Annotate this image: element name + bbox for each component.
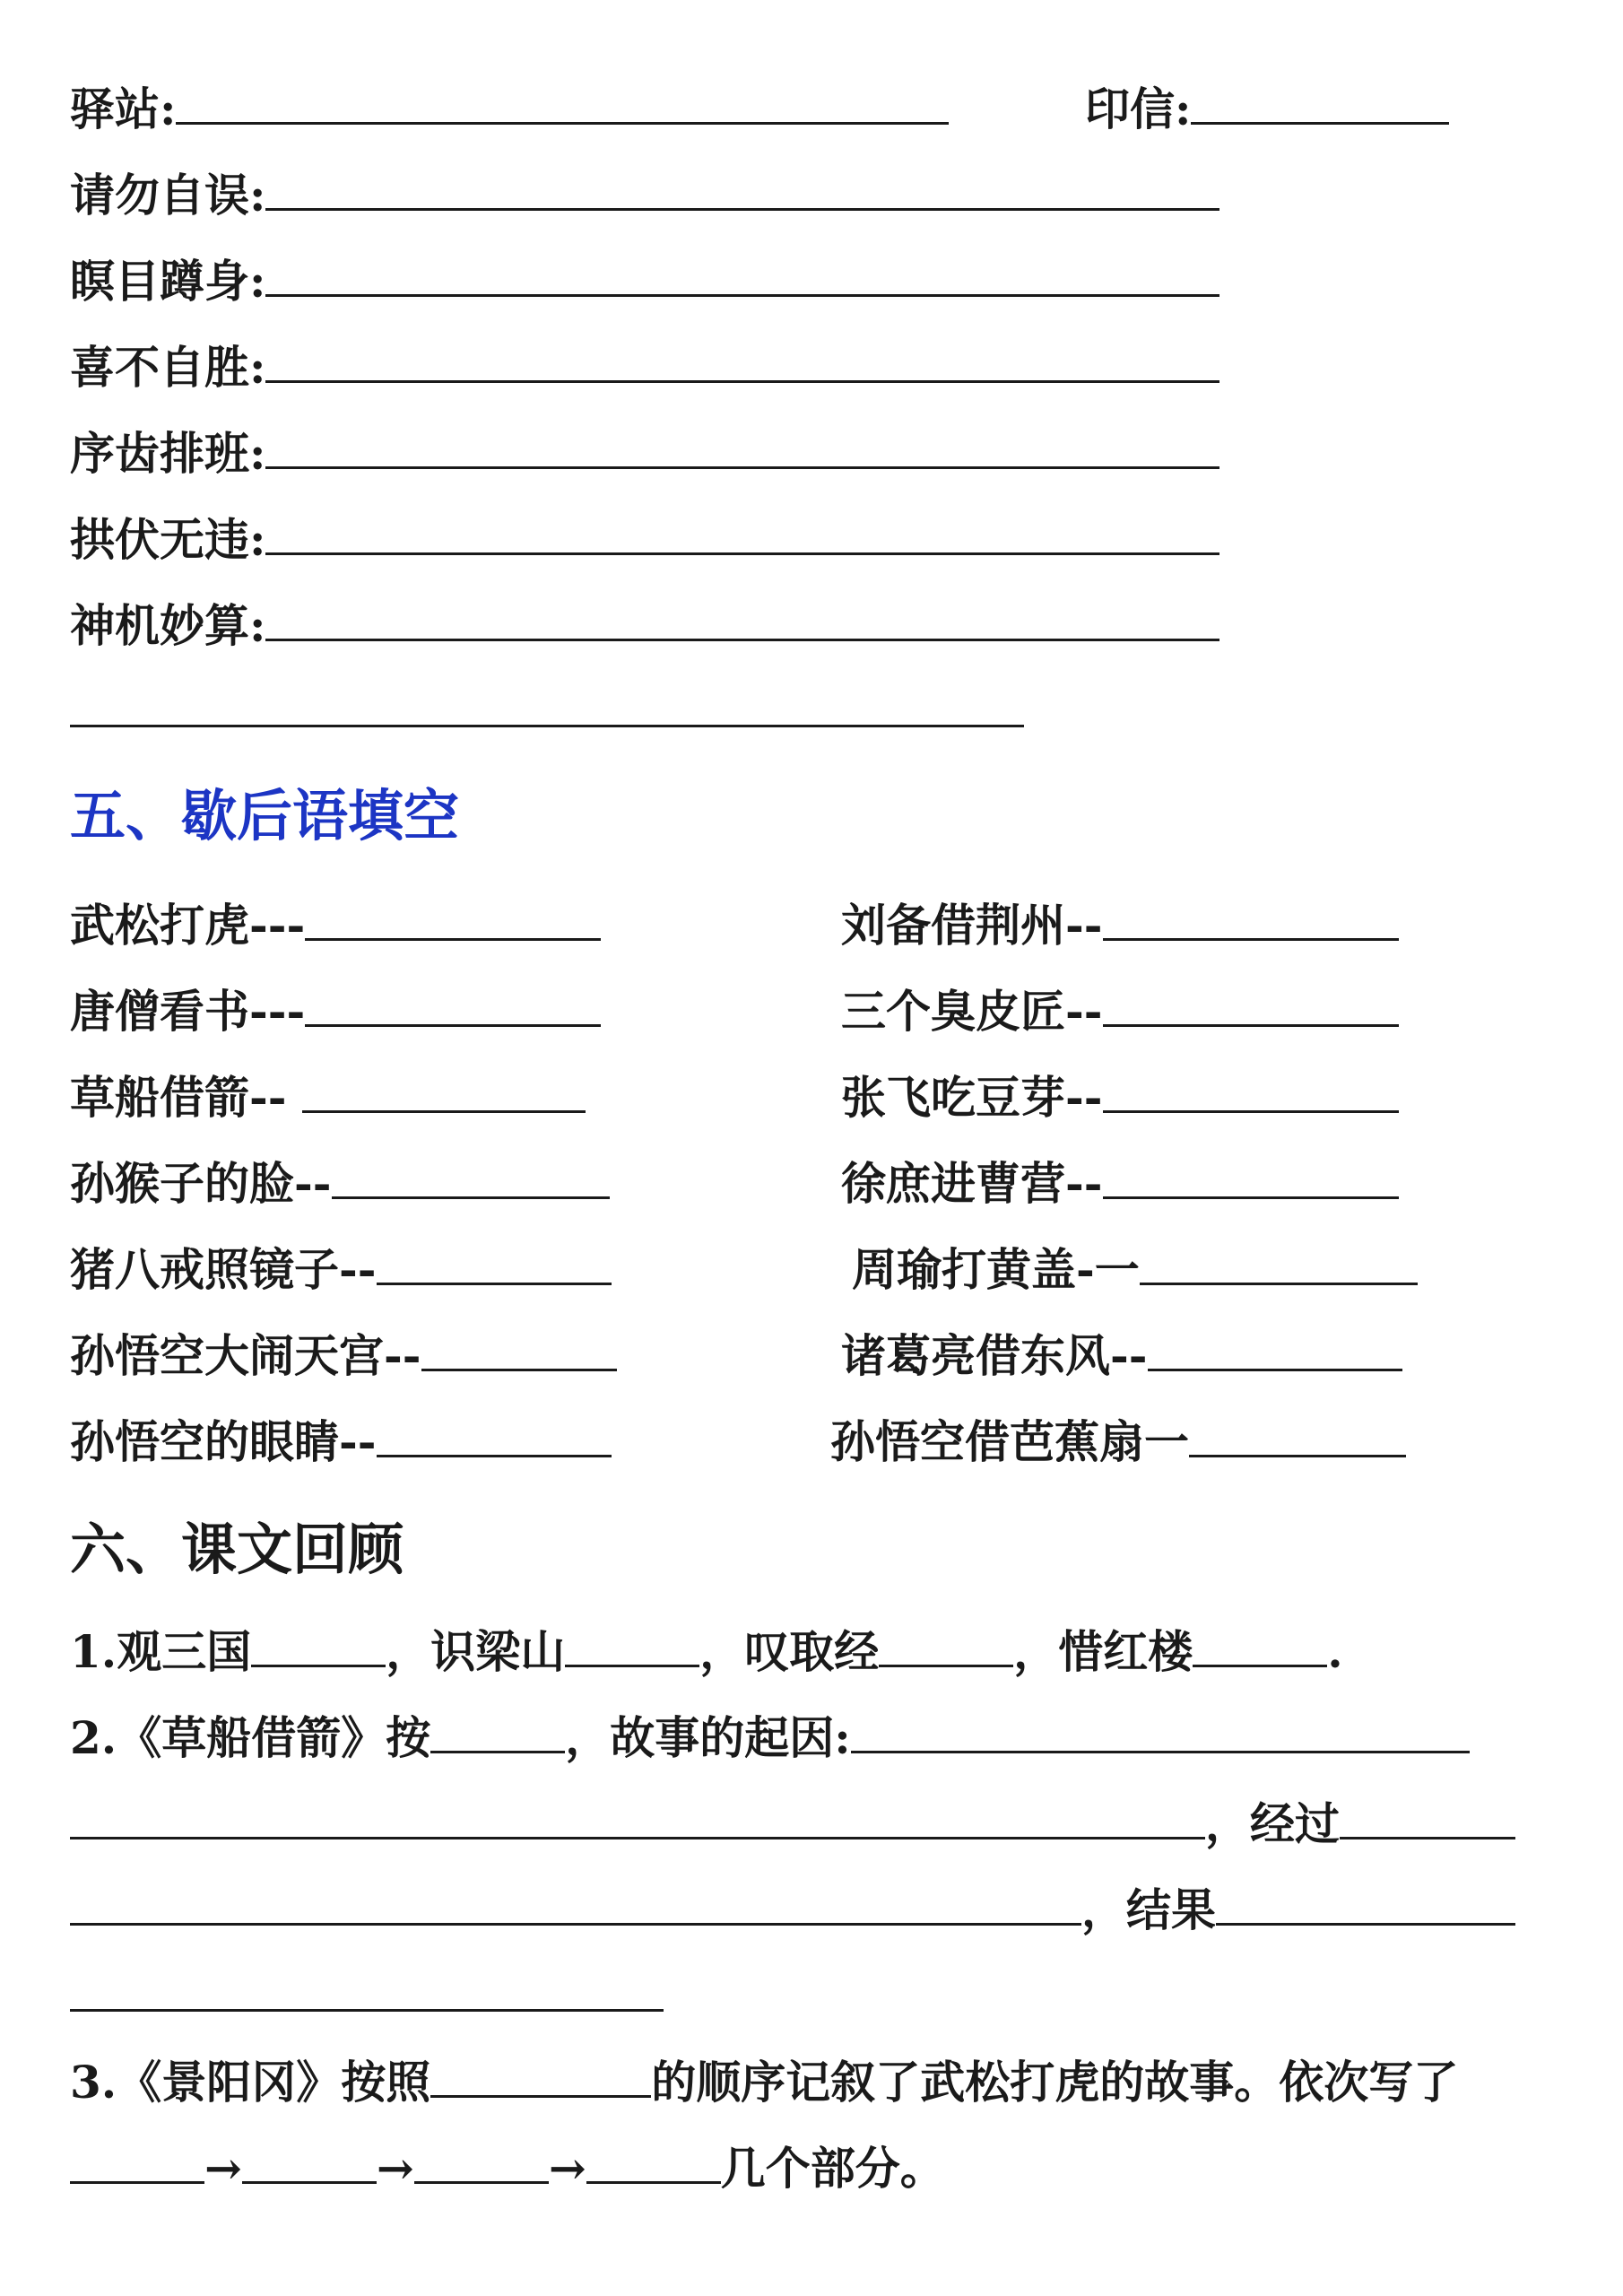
xiehouyu-right-5 [852,1243,1418,1297]
answer-blank[interactable] [851,1711,1470,1753]
answer-blank[interactable] [332,1157,610,1199]
answer-blank[interactable] [1340,1797,1515,1839]
answer-blank[interactable] [421,1329,617,1371]
answer-blank[interactable] [176,83,949,125]
vocab-term: 序齿排班: [70,427,266,480]
answer-blank[interactable] [565,1625,699,1667]
xiehouyu-left-2 [70,985,601,1039]
xiehouyu-left-5 [70,1243,612,1297]
review-q1 [70,1625,1343,1679]
answer-blank[interactable] [265,341,1219,383]
vocab-term: 驿站: [70,83,177,135]
vocab-term: 拱伏无违: [70,513,266,566]
q2-text-d: ，结果 [1081,1883,1216,1936]
answer-blank[interactable] [70,685,1024,727]
xiehouyu-prompt: 三个臭皮匠-- [841,985,1103,1038]
review-q2-line1 [70,1711,1470,1765]
xiehouyu-prompt: 孙悟空借芭蕉扇一 [830,1415,1189,1468]
answer-blank[interactable] [414,2142,549,2184]
q1-text-d: ，惜红楼 [1013,1625,1193,1678]
answer-blank[interactable] [430,1711,565,1753]
xiehouyu-right-2 [841,985,1399,1039]
xiehouyu-left-6 [70,1329,617,1383]
xiehouyu-prompt: 孙猴子的脸-- [70,1157,332,1210]
answer-blank[interactable] [242,2142,377,2184]
arrow-icon: → [204,2142,242,2195]
section-5-title: 五、歇后语填空 [70,783,460,848]
vocab-line-3 [70,169,1219,222]
vocab-line-9 [70,685,1024,739]
q2-text-a: 2.《草船借箭》按 [70,1711,431,1764]
xiehouyu-prompt: 武松打虎--- [70,899,306,952]
answer-blank[interactable] [70,2142,204,2184]
answer-blank[interactable] [251,1625,386,1667]
vocab-line-5 [70,341,1219,395]
xiehouyu-prompt: 周瑜打黄盖-一 [852,1243,1140,1296]
answer-blank[interactable] [430,2056,651,2098]
xiehouyu-prompt: 徐庶进曹营-- [841,1157,1103,1210]
answer-blank[interactable] [377,1243,612,1285]
xiehouyu-prompt: 猪八戒照镜子-- [70,1243,377,1296]
answer-blank[interactable] [70,1797,1205,1839]
vocab-term: 瞑目蹲身: [70,255,266,308]
xiehouyu-prompt: 孙悟空的眼睛-- [70,1415,377,1468]
q1-text-e: . [1327,1625,1343,1678]
review-q3-line2 [70,2142,945,2196]
xiehouyu-prompt: 草船借箭-- [70,1071,302,1124]
answer-blank[interactable] [1148,1329,1402,1371]
xiehouyu-prompt: 张飞吃豆芽-- [841,1071,1103,1124]
answer-blank[interactable] [1103,899,1399,941]
vocab-line-2 [1085,83,1449,136]
q2-text-b: ，故事的起因: [565,1711,851,1764]
vocab-line-6 [70,427,1219,481]
q1-text-c: ，叹取经 [699,1625,880,1678]
xiehouyu-right-3 [841,1071,1399,1125]
answer-blank[interactable] [70,1883,1081,1926]
answer-blank[interactable] [1191,83,1449,125]
answer-blank[interactable] [265,427,1219,469]
q1-text-a: 1.观三国 [70,1625,252,1678]
answer-blank[interactable] [302,1071,586,1113]
answer-blank[interactable] [1103,1157,1399,1199]
answer-blank[interactable] [1193,1625,1327,1667]
answer-blank[interactable] [377,1415,612,1457]
answer-blank[interactable] [305,899,601,941]
vocab-term: 喜不自胜: [70,341,266,394]
q1-text-b: ，识梁山 [386,1625,566,1678]
answer-blank[interactable] [305,985,601,1027]
xiehouyu-right-6 [841,1329,1402,1383]
review-q2-line3 [70,1883,1515,1937]
xiehouyu-left-4 [70,1157,610,1211]
q3-text-b: 的顺序记叙了武松打虎的故事。依次写了 [651,2056,1459,2109]
q3-text-a: 3.《景阳冈》按照 [70,2056,431,2109]
q2-text-c: ，经过 [1205,1797,1340,1850]
xiehouyu-left-7 [70,1415,612,1469]
review-q3-line1 [70,2056,1458,2109]
answer-blank[interactable] [265,513,1219,555]
answer-blank[interactable] [70,1970,664,2012]
xiehouyu-right-7 [830,1415,1406,1469]
answer-blank[interactable] [1103,1071,1399,1113]
answer-blank[interactable] [1140,1243,1418,1285]
answer-blank[interactable] [1189,1415,1406,1457]
xiehouyu-right-1 [841,899,1399,952]
section-6-title: 六、课文回顾 [70,1517,404,1582]
answer-blank[interactable] [586,2142,721,2184]
arrow-icon: → [376,2142,414,2195]
review-q2-line4 [70,1970,664,2023]
vocab-line-4 [70,255,1219,309]
arrow-icon: → [548,2142,586,2195]
answer-blank[interactable] [265,599,1219,641]
vocab-line-8 [70,599,1219,653]
review-q2-line2 [70,1797,1515,1851]
vocab-term: 神机妙算: [70,599,266,652]
q3-text-c: 几个部分。 [720,2142,945,2195]
xiehouyu-prompt: 孙悟空大闹天宫-- [70,1329,421,1382]
answer-blank[interactable] [879,1625,1013,1667]
answer-blank[interactable] [265,255,1219,297]
answer-blank[interactable] [1216,1883,1515,1926]
xiehouyu-prompt: 刘备借荆州-- [841,899,1103,952]
xiehouyu-prompt: 唐僧看书--- [70,985,306,1038]
xiehouyu-right-4 [841,1157,1399,1211]
xiehouyu-left-1 [70,899,601,952]
xiehouyu-prompt: 诸葛亮借东风-- [841,1329,1148,1382]
xiehouyu-left-3 [70,1071,586,1125]
vocab-line-1 [70,83,949,136]
answer-blank[interactable] [265,169,1219,211]
vocab-term: 印信: [1085,83,1192,135]
vocab-term: 请勿自误: [70,169,266,222]
vocab-line-7 [70,513,1219,567]
answer-blank[interactable] [1103,985,1399,1027]
